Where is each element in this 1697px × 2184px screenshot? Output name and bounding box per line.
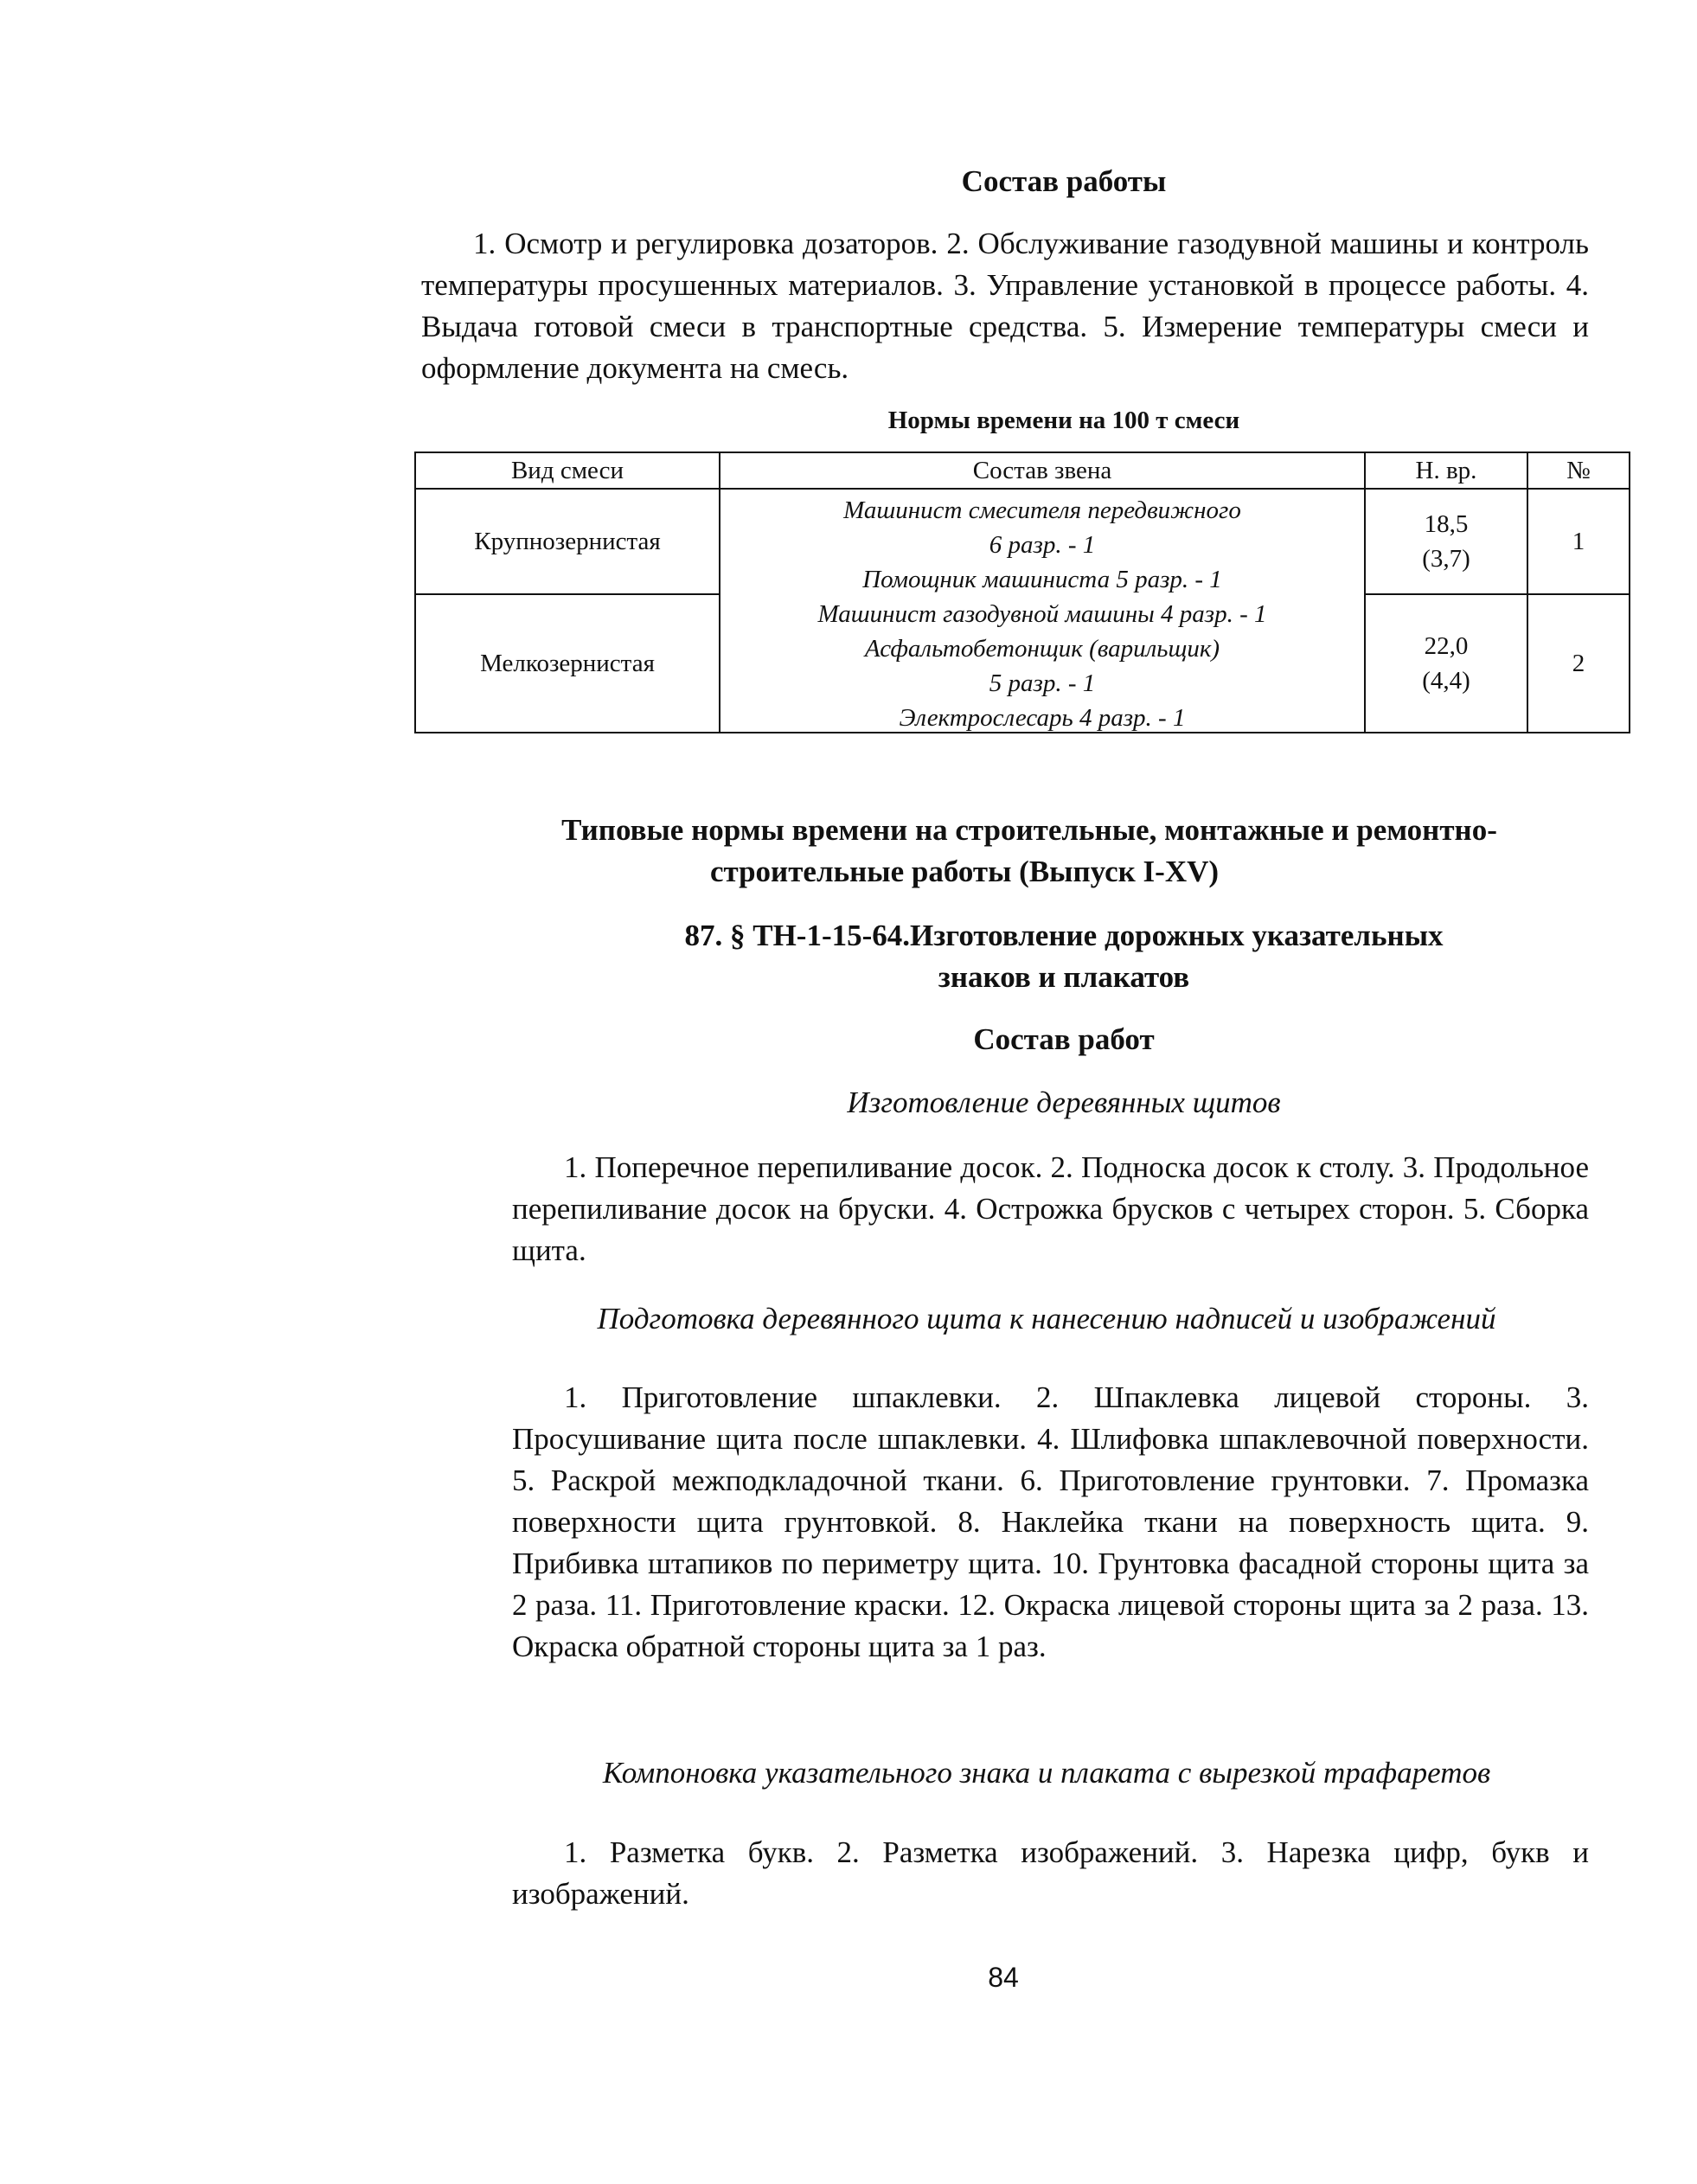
page-number: 84 — [988, 1962, 1019, 1993]
header-time-norm: Н. вр. — [1365, 452, 1527, 489]
crew-cell — [720, 489, 1365, 733]
time-norm-value: 18,5 — [1424, 510, 1469, 538]
crew-line: 6 разр. - 1 — [989, 531, 1096, 559]
time-norm-sub: (4,4) — [1422, 667, 1470, 695]
mix-type-cell: Крупнозернистая — [415, 489, 720, 594]
paragraph-title-line-1: 87. § ТН-1-15-64.Изготовление дорожных указательных — [684, 919, 1444, 952]
crew-line: Асфальтобетонщик (варильщик) — [864, 635, 1220, 663]
norms-table-caption: Нормы времени на 100 т смеси — [887, 407, 1240, 434]
norms-table — [414, 452, 1630, 733]
time-norm-sub: (3,7) — [1422, 545, 1470, 573]
crew-line: Машинист газодувной машины 4 разр. - 1 — [817, 600, 1267, 628]
section-title-work-composition: Состав работы — [961, 164, 1167, 198]
subheading-wooden-boards: Изготовление деревянных щитов — [847, 1086, 1281, 1119]
time-norm-cell — [1365, 594, 1527, 733]
board-preparation-text: 1. Приготовление шпаклевки. 2. Шпаклевка лицевой стороны. 3. Просушивание щита после шпаклевки. 4. Шлифовка шпаклевочной поверхности. 5. Раскрой межподкладочной ткани. 6. Приготовление грунтовки. 7. Промазка поверхности щита грунтовкой. 8. Наклейка ткани на поверхность щита. 9. Прибивка штапиков по периметру щита. 10. Грунтовка фасадной стороны щита за 2 раза. 11. Приготовление краски. 12. Окраска лицевой стороны щита за 2 раза. 13. Окраска обратной стороны щита за 1 раз. — [512, 1380, 1589, 1663]
mix-type-cell: Мелкозернистая — [415, 594, 720, 733]
row-number-cell: 2 — [1527, 594, 1630, 733]
time-norm-value: 22,0 — [1424, 632, 1469, 660]
works-title: Состав работ — [973, 1022, 1155, 1056]
collection-title-line-1: Типовые нормы времени на строительные, монтажные и ремонтно- — [561, 813, 1497, 847]
collection-title-line-2: строительные работы (Выпуск I-XV) — [709, 855, 1220, 888]
crew-line: 5 разр. - 1 — [989, 669, 1096, 697]
work-composition-paragraph — [421, 223, 1589, 389]
table-header-row — [415, 452, 1630, 489]
crew-line: Электрослесарь 4 разр. - 1 — [899, 704, 1186, 732]
subheading-layout-stencils: Компоновка указательного знака и плаката с вырезкой трафаретов — [602, 1756, 1491, 1790]
header-mix-type: Вид смеси — [415, 452, 720, 489]
layout-stencils-paragraph — [512, 1832, 1589, 1915]
wooden-boards-paragraph — [512, 1147, 1589, 1271]
crew-line: Машинист смесителя передвижного — [843, 496, 1241, 524]
board-preparation-paragraph — [512, 1377, 1589, 1668]
wooden-boards-text: 1. Поперечное перепиливание досок. 2. Подноска досок к столу. 3. Продольное перепиливание досок на бруски. 4. Острожка брусков с четырех сторон. 5. Сборка щита. — [512, 1150, 1589, 1267]
row-number-cell: 1 — [1527, 489, 1630, 594]
crew-line: Помощник машиниста 5 разр. - 1 — [862, 566, 1222, 593]
time-norm-cell — [1365, 489, 1527, 594]
paragraph-title-line-2: знаков и плакатов — [938, 960, 1190, 994]
table-row — [415, 489, 1630, 594]
subheading-board-preparation: Подготовка деревянного щита к нанесению надписей и изображений — [597, 1302, 1496, 1335]
layout-stencils-text: 1. Разметка букв. 2. Разметка изображений. 3. Нарезка цифр, букв и изображений. — [512, 1835, 1589, 1911]
header-number: № — [1527, 452, 1630, 489]
work-composition-text: 1. Осмотр и регулировка дозаторов. 2. Обслуживание газодувной машины и контроль температуры просушенных материалов. 3. Управление установкой в процессе работы. 4. Выдача готовой смеси в транспортные средства. 5. Измерение температуры смеси и оформление документа на смесь. — [421, 227, 1589, 385]
header-crew: Состав звена — [720, 452, 1365, 489]
